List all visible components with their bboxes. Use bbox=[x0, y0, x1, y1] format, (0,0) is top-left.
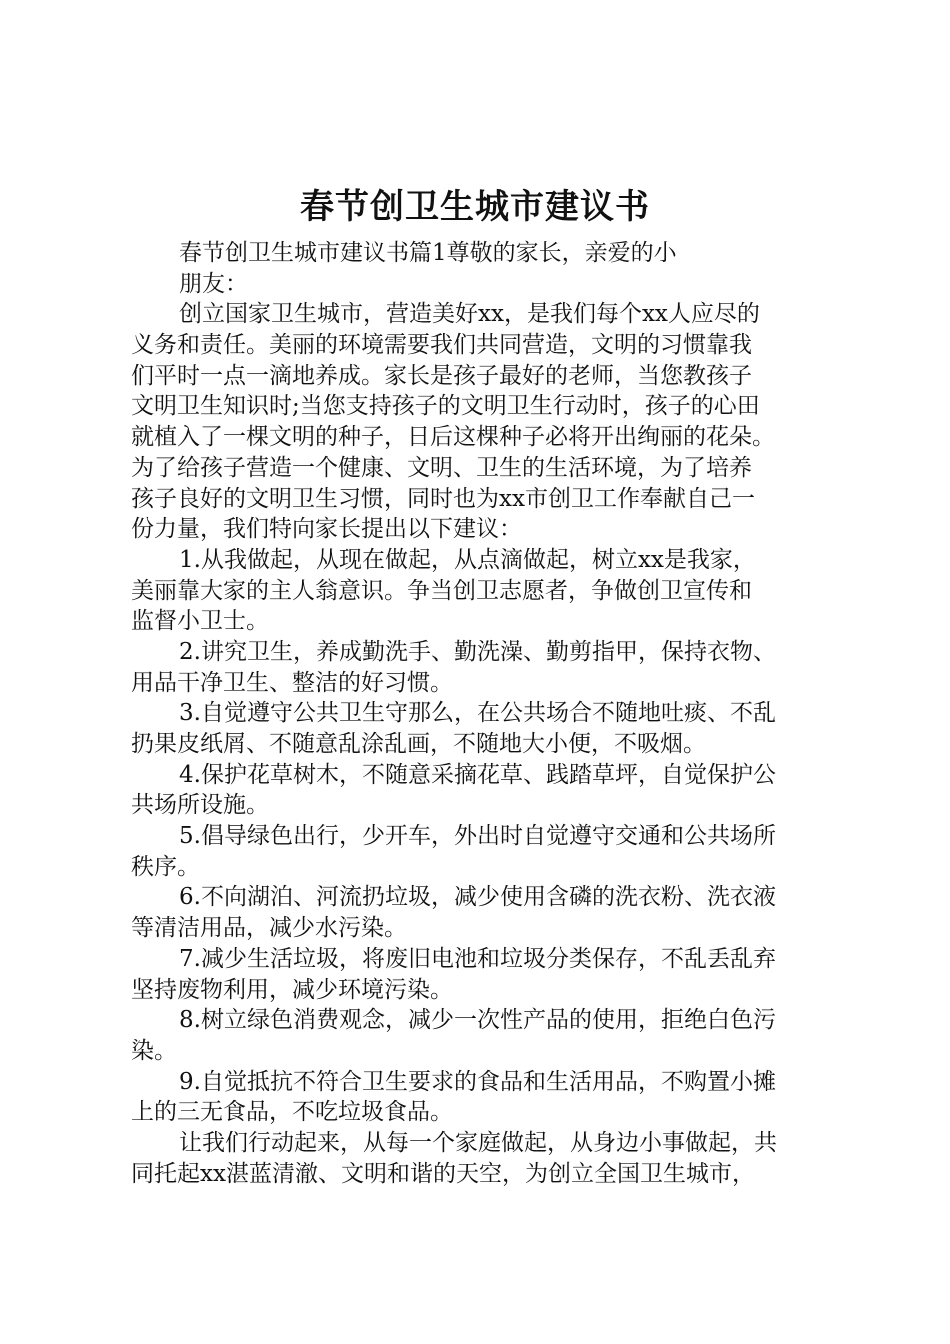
text-line: 3.自觉遵守公共卫生守那么，在公共场合不随地吐痰、不乱 bbox=[179, 700, 776, 727]
text-line: 孩子良好的文明卫生习惯，同时也为xx市创卫工作奉献自己一 bbox=[131, 485, 755, 512]
text-line: 共场所设施。 bbox=[131, 792, 269, 819]
text-line: 们平时一点一滴地养成。家长是孩子最好的老师，当您教孩子 bbox=[131, 362, 752, 389]
text-line: 为了给孩子营造一个健康、文明、卫生的生活环境，为了培养 bbox=[131, 454, 752, 481]
text-line: 扔果皮纸屑、不随意乱涂乱画，不随地大小便，不吸烟。 bbox=[131, 731, 706, 757]
text-line: 5.倡导绿色出行，少开车，外出时自觉遵守交通和公共场所 bbox=[179, 823, 776, 850]
text-line: 监督小卫士。 bbox=[131, 608, 269, 635]
text-line: 用品干净卫生、整洁的好习惯。 bbox=[131, 669, 453, 696]
text-line: 朋友： bbox=[179, 270, 248, 297]
text-line: 义务和责任。美丽的环境需要我们共同营造，文明的习惯靠我 bbox=[131, 332, 752, 359]
text-line: 2.讲究卫生，养成勤洗手、勤洗澡、勤剪指甲，保持衣物、 bbox=[179, 638, 776, 665]
text-line: 就植入了一棵文明的种子，日后这棵种子必将开出绚丽的花朵。 bbox=[131, 424, 775, 451]
text-line: 春节创卫生城市建议书篇1尊敬的家长，亲爱的小 bbox=[179, 240, 677, 266]
text-line: 让我们行动起来，从每一个家庭做起，从身边小事做起，共 bbox=[179, 1129, 777, 1156]
text-line: 文明卫生知识时;当您支持孩子的文明卫生行动时，孩子的心田 bbox=[131, 393, 760, 420]
text-line: 上的三无食品，不吃垃圾食品。 bbox=[131, 1099, 453, 1126]
text-line: 6.不向湖泊、河流扔垃圾，减少使用含磷的洗衣粉、洗衣液 bbox=[179, 884, 776, 911]
text-line: 4.保护花草树木，不随意采摘花草、践踏草坪，自觉保护公 bbox=[179, 761, 776, 788]
text-line: 9.自觉抵抗不符合卫生要求的食品和生活用品，不购置小摊 bbox=[179, 1068, 776, 1095]
text-line: 染。 bbox=[131, 1037, 177, 1064]
document-title: 春节创卫生城市建议书 bbox=[300, 187, 650, 227]
text-line: 同托起xx湛蓝清澈、文明和谐的天空，为创立全国卫生城市， bbox=[131, 1160, 755, 1187]
text-line: 坚持废物利用，减少环境污染。 bbox=[131, 976, 453, 1003]
text-line: 7.减少生活垃圾，将废旧电池和垃圾分类保存，不乱丢乱弃 bbox=[179, 945, 776, 972]
text-line: 美丽靠大家的主人翁意识。争当创卫志愿者，争做创卫宣传和 bbox=[131, 577, 752, 604]
text-line: 等清洁用品，减少水污染。 bbox=[131, 915, 407, 942]
text-line: 创立国家卫生城市，营造美好xx，是我们每个xx人应尽的 bbox=[179, 301, 760, 328]
text-line: 份力量，我们特向家长提出以下建议： bbox=[131, 516, 522, 543]
text-line: 1.从我做起，从现在做起，从点滴做起，树立xx是我家， bbox=[179, 546, 756, 573]
document-body bbox=[131, 238, 833, 1189]
text-line: 8.树立绿色消费观念，减少一次性产品的使用，拒绝白色污 bbox=[179, 1007, 776, 1034]
text-line: 秩序。 bbox=[131, 853, 200, 880]
